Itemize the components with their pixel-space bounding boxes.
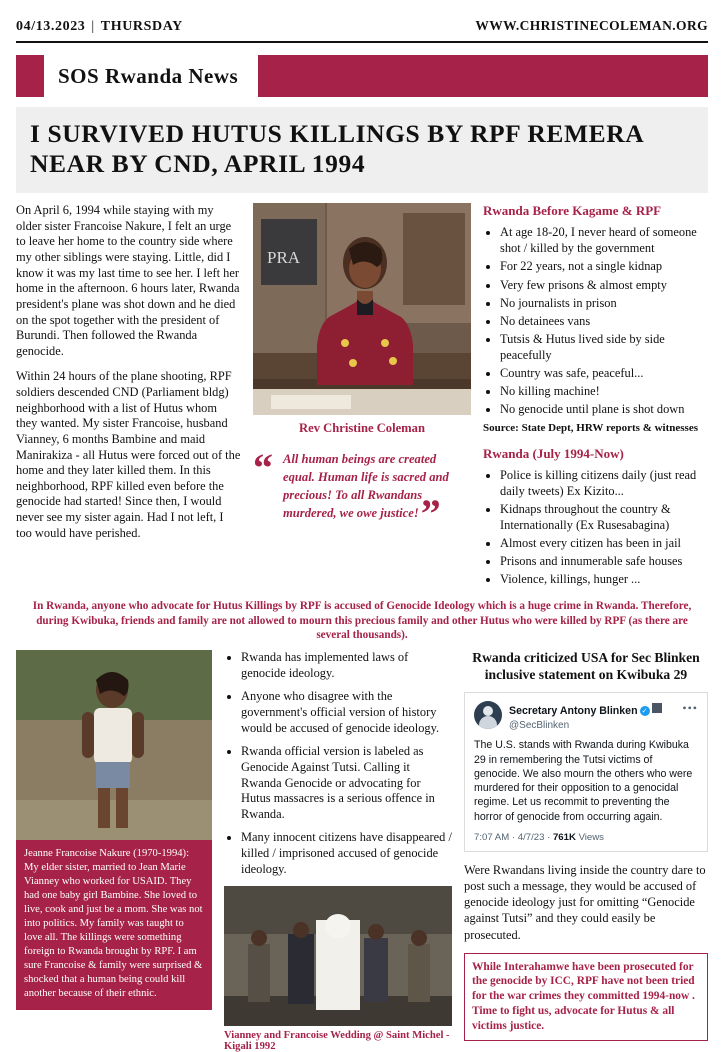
list-item: • No detainees vans	[500, 313, 708, 329]
list-item: • Country was safe, peaceful...	[500, 365, 708, 381]
tweet-views-label: Views	[578, 832, 604, 844]
brand-bar	[16, 55, 708, 97]
pull-quote-text: All human beings are created equal. Human life is sacred and precious! To all Rwandans murdered, we owe justice!	[283, 452, 449, 521]
blinken-heading: Rwanda criticized USA for Sec Blinken inclusive statement on Kwibuka 29	[472, 650, 700, 683]
avatar	[474, 701, 502, 729]
before-heading: Rwanda Before Kagame & RPF	[483, 203, 662, 219]
list-item: • No journalists in prison	[500, 295, 708, 311]
tweet-date: 4/7/23	[517, 832, 545, 844]
brand-block-right	[258, 55, 708, 97]
tweet-card[interactable]	[464, 692, 708, 852]
list-item: • Police is killing citizens daily (just read daily tweets) Ex Kizito...	[500, 467, 708, 499]
list-item: • Kidnaps throughout the country & Internationally (Ex Rusesabagina)	[500, 501, 708, 533]
tweet-display-name: Secretary Antony Blinken	[509, 705, 638, 718]
jeanne-caption: Jeanne Francoise Nakure (1970-1994): My elder sister, married to Jean Marie Vianney who worked for USAID. They had one baby girl Bambine. She loved to live, cook and just be a mom. She was not into politics. My family was taught to love all. The killings were something foreign to Rwanda brought by RPF. I am sure Francoise & family were surprised & shocked that a human being could kill another because of their ethnic.	[16, 840, 212, 1010]
tweet-text: The U.S. stands with Rwanda during Kwibuka 29 in remembering the Tutsi victims of genocide. We also mourn the others who were murdered for their opposition to a genocidal regime. Let us recommit to preventing the horror of genocide from occurring again.	[474, 739, 693, 823]
list-item: • No genocide until plane is shot down	[500, 401, 708, 417]
more-options-icon[interactable]: •••	[682, 701, 698, 716]
us-gov-badge-icon	[652, 703, 662, 713]
list-item: • Prisons and innumerable safe houses	[500, 553, 708, 569]
story-paragraph-1: On April 6, 1994 while staying with my older sister Francoise Nakure, I felt an urge to leave her home to the country side where my other siblings were staying. Little, did I know it was my last time to see her. I left her home in the afternoon. 6 hours later, Rwanda president's plane was shot down and he died on the spot together with the president of Burundi. Then followed the Rwanda genocide.	[16, 203, 240, 358]
tweet-time: 7:07 AM	[474, 832, 510, 844]
pull-quote	[253, 445, 471, 537]
portrait-photo	[253, 203, 471, 415]
portrait-caption: Rev Christine Coleman	[299, 421, 425, 436]
tweet-author	[509, 701, 675, 731]
portrait-column	[253, 203, 471, 591]
jeanne-column	[16, 650, 212, 1051]
masthead-website: WWW.CHRISTINECOLEMAN.ORG	[475, 18, 708, 33]
blinken-closing-paragraph: Were Rwandans living inside the country dare to post such a message, they would be accused of genocide ideology just for omitting “Genocide against Tutsi” and they could easily be prosecuted.	[464, 863, 706, 942]
masthead-date-block	[16, 19, 183, 35]
facts-column	[483, 203, 708, 591]
list-item: • Many innocent citizens have disappeared / killed / imprisoned accused of genocide ideology.	[241, 830, 452, 878]
tweet-meta: 7:07 AM · 4/7/23 · 761K Views	[474, 832, 604, 844]
story-column	[16, 203, 241, 591]
list-item: • Tutsis & Hutus lived side by side peacefully	[500, 331, 708, 363]
list-item: • Very few prisons & almost empty	[500, 277, 708, 293]
list-item: • Almost every citizen has been in jail	[500, 535, 708, 551]
svg-text:PRA: PRA	[267, 248, 301, 268]
masthead	[16, 18, 708, 43]
now-heading: Rwanda (July 1994-Now)	[483, 445, 624, 461]
main-columns	[16, 203, 708, 591]
masthead-date: 04/13.2023	[16, 19, 86, 34]
list-item: • For 22 years, not a single kidnap	[500, 258, 708, 274]
quote-close-mark: ”	[420, 491, 441, 537]
tweet-views-count: 761K	[552, 832, 576, 844]
tweet-header	[474, 701, 698, 731]
masthead-separator: |	[91, 19, 95, 34]
brand-title: SOS Rwanda News	[58, 63, 239, 88]
jeanne-photo	[16, 650, 212, 840]
list-item: • At age 18-20, I never heard of someone shot / killed by the government	[500, 224, 708, 256]
list-item: • Rwanda official version is labeled as Genocide Against Tutsi. Calling it Rwanda Genocide or advocating for Hutus massacres is a serious offence in Rwanda.	[241, 744, 452, 823]
masthead-weekday: THURSDAY	[100, 19, 183, 34]
tweet-handle[interactable]: @SecBlinken	[509, 719, 570, 731]
brand-block-left	[16, 55, 44, 97]
verified-badge-icon: ✓	[640, 706, 650, 716]
list-item: • Violence, killings, hunger ...	[500, 571, 708, 587]
blinken-column	[464, 650, 708, 1051]
before-list	[483, 224, 708, 417]
lower-columns	[16, 650, 708, 1051]
wedding-caption: Vianney and Francoise Wedding @ Saint Michel - Kigali 1992	[224, 1029, 450, 1052]
justice-call-box: While Interahamwe have been prosecuted for the genocide by ICC, RPF have not been tried for the war crimes they committed 1994-now . Time to fight us, advocate for Hutus & all victims justice.	[464, 953, 708, 1041]
headline: I SURVIVED HUTUS KILLINGS BY RPF REMERA NEAR BY CND, APRIL 1994	[30, 119, 643, 179]
now-list	[483, 467, 708, 588]
ideology-list	[224, 650, 452, 877]
list-item: • No killing machine!	[500, 383, 708, 399]
before-source: Source: State Dept, HRW reports & witnesses	[483, 421, 699, 434]
list-item: • Rwanda has implemented laws of genocide ideology.	[241, 650, 452, 682]
story-paragraph-2: Within 24 hours of the plane shooting, RPF soldiers descended CND (Parliament bldg) neighborhood with a list of Hutus whom they wanted. My sister Francoise, husband Vianney, 6 months Bambine and maid Manirakiza - all Hutus were forced out of the home and they later killed them. In this neighborhood, RPF killed even before the genocide had started! Since then, I would never see my sister again. Had I not left, I too would have perished.	[16, 369, 241, 540]
wedding-photo	[224, 886, 452, 1026]
ideology-column	[224, 650, 452, 1051]
quote-open-mark: “	[253, 445, 273, 491]
list-item: • Anyone who disagree with the government's official version of history would be accused of genocide ideology.	[241, 689, 452, 737]
genocide-ideology-warning: In Rwanda, anyone who advocate for Hutus Killings by RPF is accused of Genocide Ideology which is a huge crime in Rwanda. Therefore, during Kwibuka, friends and family are not allowed to mourn this precious family and other Hutus who were killed by RPF (as there are several thousands).	[32, 600, 692, 642]
headline-banner	[16, 107, 708, 193]
